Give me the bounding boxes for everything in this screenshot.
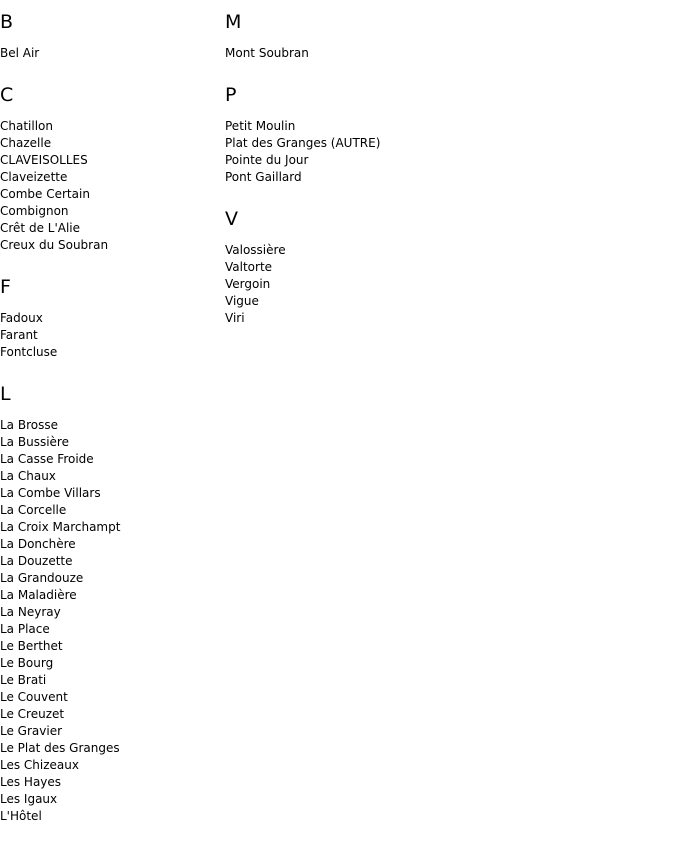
place-link-le-gravier[interactable]: Le Gravier xyxy=(0,724,63,738)
place-link-creux-du-soubran[interactable]: Creux du Soubran xyxy=(0,238,109,252)
place-link-chatillon[interactable]: Chatillon xyxy=(0,119,53,133)
index-column-left xyxy=(0,9,220,845)
place-list xyxy=(0,118,220,254)
letter-group-c xyxy=(0,82,220,254)
index-column-right xyxy=(225,9,475,347)
group-letter-heading: C xyxy=(0,84,14,106)
place-link-l-hotel[interactable]: L'Hôtel xyxy=(0,809,42,823)
place-link-la-douzette[interactable]: La Douzette xyxy=(0,554,73,568)
place-link-le-brati[interactable]: Le Brati xyxy=(0,673,47,687)
place-link-viri[interactable]: Viri xyxy=(225,311,245,325)
place-link-le-berthet[interactable]: Le Berthet xyxy=(0,639,63,653)
place-link-pointe-du-jour[interactable]: Pointe du Jour xyxy=(225,153,309,167)
letter-group-l xyxy=(0,381,220,825)
place-link-bel-air[interactable]: Bel Air xyxy=(0,46,40,60)
place-link-le-plat-des-granges[interactable]: Le Plat des Granges xyxy=(0,741,120,755)
place-link-valtorte[interactable]: Valtorte xyxy=(225,260,273,274)
place-link-vigue[interactable]: Vigue xyxy=(225,294,259,308)
place-link-la-casse-froide[interactable]: La Casse Froide xyxy=(0,452,94,466)
place-link-les-igaux[interactable]: Les Igaux xyxy=(0,792,58,806)
place-link-pont-gaillard[interactable]: Pont Gaillard xyxy=(225,170,302,184)
place-list xyxy=(0,417,220,825)
place-link-chazelle[interactable]: Chazelle xyxy=(0,136,52,150)
place-link-la-combe-villars[interactable]: La Combe Villars xyxy=(0,486,101,500)
place-link-cret-de-l-alie[interactable]: Crêt de L'Alie xyxy=(0,221,81,235)
place-link-le-bourg[interactable]: Le Bourg xyxy=(0,656,54,670)
place-link-la-corcelle[interactable]: La Corcelle xyxy=(0,503,67,517)
place-link-la-brosse[interactable]: La Brosse xyxy=(0,418,58,432)
place-list xyxy=(0,310,220,361)
group-letter-heading: L xyxy=(0,383,11,405)
group-letter-heading: P xyxy=(225,84,237,106)
place-link-petit-moulin[interactable]: Petit Moulin xyxy=(225,119,296,133)
group-letter-heading: F xyxy=(0,276,11,298)
place-link-la-place[interactable]: La Place xyxy=(0,622,50,636)
place-link-combe-certain[interactable]: Combe Certain xyxy=(0,187,90,201)
place-link-la-chaux[interactable]: La Chaux xyxy=(0,469,56,483)
place-link-claveisolles[interactable]: CLAVEISOLLES xyxy=(0,153,88,167)
place-link-valossiere[interactable]: Valossière xyxy=(225,243,286,257)
letter-group-v xyxy=(225,206,475,327)
place-list xyxy=(225,45,475,62)
letter-group-p xyxy=(225,82,475,186)
place-link-combignon[interactable]: Combignon xyxy=(0,204,69,218)
place-link-mont-soubran[interactable]: Mont Soubran xyxy=(225,46,309,60)
place-link-le-couvent[interactable]: Le Couvent xyxy=(0,690,68,704)
place-link-la-maladiere[interactable]: La Maladière xyxy=(0,588,77,602)
place-link-la-croix-marchampt[interactable]: La Croix Marchampt xyxy=(0,520,121,534)
place-link-claveizette[interactable]: Claveizette xyxy=(0,170,68,184)
place-link-farant[interactable]: Farant xyxy=(0,328,38,342)
place-link-les-chizeaux[interactable]: Les Chizeaux xyxy=(0,758,79,772)
place-list xyxy=(225,242,475,327)
group-letter-heading: M xyxy=(225,11,242,33)
place-link-la-bussiere[interactable]: La Bussière xyxy=(0,435,69,449)
letter-group-f xyxy=(0,274,220,361)
group-letter-heading: V xyxy=(225,208,238,230)
place-list xyxy=(225,118,475,186)
place-link-fadoux[interactable]: Fadoux xyxy=(0,311,43,325)
place-link-la-neyray[interactable]: La Neyray xyxy=(0,605,61,619)
place-link-le-creuzet[interactable]: Le Creuzet xyxy=(0,707,65,721)
letter-group-m xyxy=(225,9,475,62)
place-link-fontcluse[interactable]: Fontcluse xyxy=(0,345,58,359)
place-link-les-hayes[interactable]: Les Hayes xyxy=(0,775,62,789)
group-letter-heading: B xyxy=(0,11,14,33)
place-link-la-donchere[interactable]: La Donchère xyxy=(0,537,76,551)
place-link-plat-des-granges-autre[interactable]: Plat des Granges (AUTRE) xyxy=(225,136,381,150)
place-list xyxy=(0,45,220,62)
place-link-la-grandouze[interactable]: La Grandouze xyxy=(0,571,84,585)
letter-group-b xyxy=(0,9,220,62)
place-link-vergoin[interactable]: Vergoin xyxy=(225,277,271,291)
